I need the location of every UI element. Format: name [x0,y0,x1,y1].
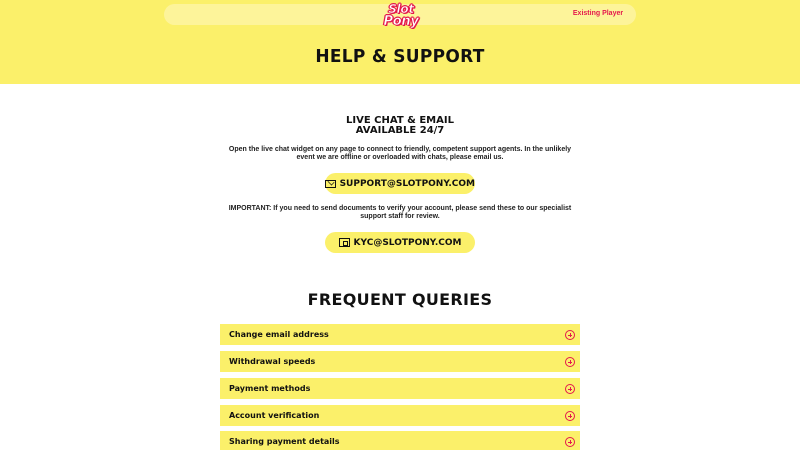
id-card-icon [339,238,350,247]
kyc-email-label: KYC@SLOTPONY.COM [353,237,462,248]
faq-title: FREQUENT QUERIES [307,290,493,309]
slotpony-logo[interactable] [383,2,419,32]
faq-item-label: Account verification [229,411,320,420]
logo-text-line1: Slot [388,2,414,16]
faq-item-label: Sharing payment details [229,437,340,446]
faq-item-label: Change email address [229,330,329,339]
availability-subtitle: AVAILABLE 24/7 [355,125,445,136]
plus-circle-icon[interactable] [565,437,575,447]
live-chat-title: LIVE CHAT & EMAIL [346,115,454,126]
faq-item-change-email[interactable] [220,324,580,345]
plus-circle-icon[interactable] [565,357,575,367]
support-email-button[interactable] [325,173,475,194]
faq-item-sharing-payment-details[interactable] [220,431,580,450]
plus-circle-icon[interactable] [565,330,575,340]
live-chat-description: Open the live chat widget on any page to connect to friendly, competent support agents. In the unlikely event we are offline or overloaded with chats, please email us. [228,146,572,161]
faq-item-label: Payment methods [229,384,311,393]
faq-item-account-verification[interactable] [220,405,580,426]
page-title: HELP & SUPPORT [315,46,485,68]
faq-item-payment-methods[interactable] [220,378,580,399]
plus-circle-icon[interactable] [565,384,575,394]
logo-text-line2: Pony [383,14,419,29]
header-banner [0,0,800,84]
plus-circle-icon[interactable] [565,411,575,421]
important-note: IMPORTANT: If you need to send documents to verify your account, please send these to our specialist support staff for review. [228,205,572,220]
envelope-icon [325,180,336,188]
kyc-email-button[interactable] [325,232,475,253]
faq-item-label: Withdrawal speeds [229,357,316,366]
faq-item-withdrawal-speeds[interactable] [220,351,580,372]
support-email-label: SUPPORT@SLOTPONY.COM [339,178,475,189]
existing-player-link[interactable]: Existing Player [572,10,624,17]
